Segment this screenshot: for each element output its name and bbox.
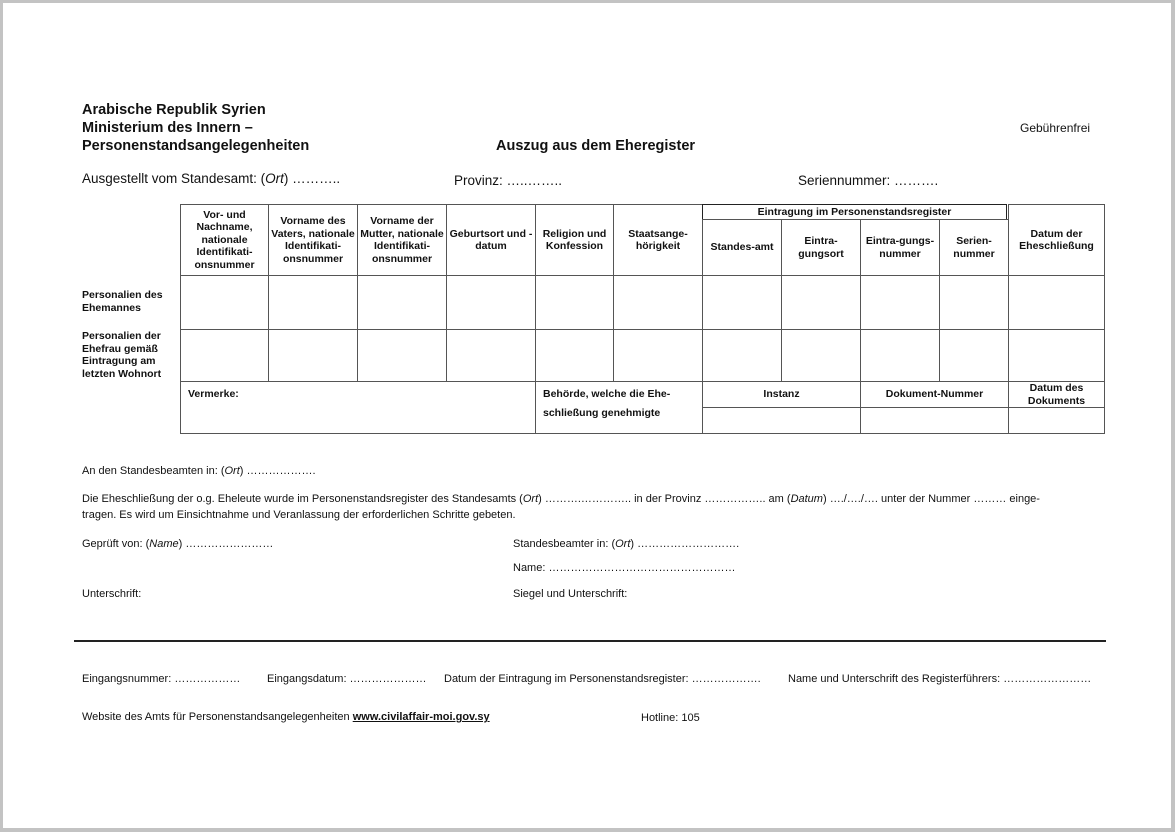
checked-by-value: ) …………………… [178,538,274,550]
row-label-wife: Personalien der Ehefrau gemäß Eintragung am letzten Wohnort [82,330,162,380]
serial-number-field: Seriennummer: ………. [798,173,939,188]
authority-label-cell: Behörde, welche die Ehe-schließung genehmigte [535,381,703,434]
notice-paragraph-line-2: tragen. Es wird um Einsichtnahme und Veranlassung der erforderlichen Schritte gebeten. [82,509,516,521]
husband-registry-office-cell[interactable] [702,275,782,330]
wife-nationality-cell[interactable] [613,329,703,382]
registrar-in-field [513,538,739,550]
authority-instance-header: Instanz [702,381,861,408]
issued-by-value: ) ……….. [283,171,341,186]
wife-name-cell[interactable] [180,329,269,382]
registrar-name-field: Name: …………………………………………… [513,562,736,574]
husband-entry-place-cell[interactable] [781,275,861,330]
registrar-in-ort: Ort [615,538,631,550]
authority-document-date-header: Datum des Dokuments [1008,381,1105,408]
group-header-register-entry: Eintragung im Personenstandsregister [702,204,1007,220]
wife-mother-cell[interactable] [357,329,447,382]
country-name: Arabische Republik Syrien [82,102,266,118]
column-header-registry-office: Standes-amt [702,219,782,276]
authority-document-date-cell[interactable] [1008,407,1105,434]
section-divider [74,640,1106,642]
notice-text-part-c: ) …./…./…. unter der Nummer ……… einge- [822,493,1040,505]
remarks-label: Vermerke: [188,388,239,400]
fee-note: Gebührenfrei [1020,121,1091,135]
column-header-nationality: Staatsange-hörigkeit [613,204,703,276]
husband-religion-cell[interactable] [535,275,614,330]
wife-entry-place-cell[interactable] [781,329,861,382]
husband-mother-cell[interactable] [357,275,447,330]
website-link[interactable]: www.civilaffair-moi.gov.sy [352,711,490,723]
website-label: Website des Amts für Personenstandsangelegenheiten [82,711,350,723]
column-header-name: Vor- und Nachname, nationale Identifikati-onsnummer [180,204,269,276]
wife-religion-cell[interactable] [535,329,614,382]
registrar-signature-field: Name und Unterschrift des Registerführers: …………………… [788,673,1092,685]
authority-document-number-header: Dokument-Nummer [860,381,1009,408]
province-field: Provinz: …..…….. [454,173,563,188]
husband-name-cell[interactable] [180,275,269,330]
notice-text-part-a: Die Eheschließung der o.g. Eheleute wurde im Personenstandsregister des Standesamts ( [82,493,523,505]
column-header-serial-number: Serien-nummer [939,219,1009,276]
seal-signature-field: Siegel und Unterschrift: [513,588,628,600]
department-name: Personenstandsangelegenheiten [82,138,310,154]
website-line [82,711,490,723]
registrar-in-label: Standesbeamter in: ( [513,538,616,550]
issued-by-ort: Ort [265,171,284,186]
registrar-in-value: ) ………………………. [630,538,740,550]
to-registrar-line [82,465,316,477]
wife-marriage-date-cell[interactable] [1008,329,1105,382]
to-registrar-ort: Ort [224,465,240,477]
husband-marriage-date-cell[interactable] [1008,275,1105,330]
notice-text-part-b: ) ……….………….. in der Provinz …………….. am ( [538,493,791,505]
column-header-entry-place: Eintra-gungsort [781,219,861,276]
document-page [3,3,1171,828]
column-header-father: Vorname des Vaters, nationale Identifikati-onsnummer [268,204,358,276]
registration-date-field: Datum der Eintragung im Personenstandsregister: ………………. [444,673,761,685]
notice-ort: Ort [522,493,539,505]
authority-instance-cell[interactable] [702,407,861,434]
husband-birthplace-cell[interactable] [446,275,536,330]
receipt-number-field: Eingangsnummer: ……………… [82,673,241,685]
wife-registry-office-cell[interactable] [702,329,782,382]
hotline: Hotline: 105 [641,712,700,724]
wife-entry-number-cell[interactable] [860,329,940,382]
checked-by-field [82,538,273,550]
signature-field: Unterschrift: [82,588,142,600]
husband-entry-number-cell[interactable] [860,275,940,330]
authority-document-number-cell[interactable] [860,407,1009,434]
column-header-marriage-date: Datum der Eheschließung [1008,204,1105,276]
remarks-cell[interactable] [180,381,536,434]
to-registrar-label: An den Standesbeamten in: ( [82,465,225,477]
husband-father-cell[interactable] [268,275,358,330]
column-header-birthplace: Geburtsort und -datum [446,204,536,276]
notice-datum: Datum [790,493,823,505]
checked-by-label: Geprüft von: ( [82,538,150,550]
wife-father-cell[interactable] [268,329,358,382]
to-registrar-value: ) ………………. [239,465,316,477]
issued-by-field [82,171,340,186]
column-header-religion: Religion und Konfession [535,204,614,276]
husband-nationality-cell[interactable] [613,275,703,330]
column-header-entry-number: Eintra-gungs-nummer [860,219,940,276]
wife-birthplace-cell[interactable] [446,329,536,382]
column-header-mother: Vorname der Mutter, nationale Identifikati-onsnummer [357,204,447,276]
notice-paragraph-line-1 [82,493,1040,505]
row-label-husband: Personalien des Ehemannes [82,289,163,314]
wife-serial-number-cell[interactable] [939,329,1009,382]
issued-by-label: Ausgestellt vom Standesamt: ( [82,171,266,186]
receipt-date-field: Eingangsdatum: ………………… [267,673,427,685]
husband-serial-number-cell[interactable] [939,275,1009,330]
checked-by-name: Name [149,538,179,550]
document-title: Auszug aus dem Eheregister [496,138,696,154]
ministry-name: Ministerium des Innern – [82,120,253,136]
